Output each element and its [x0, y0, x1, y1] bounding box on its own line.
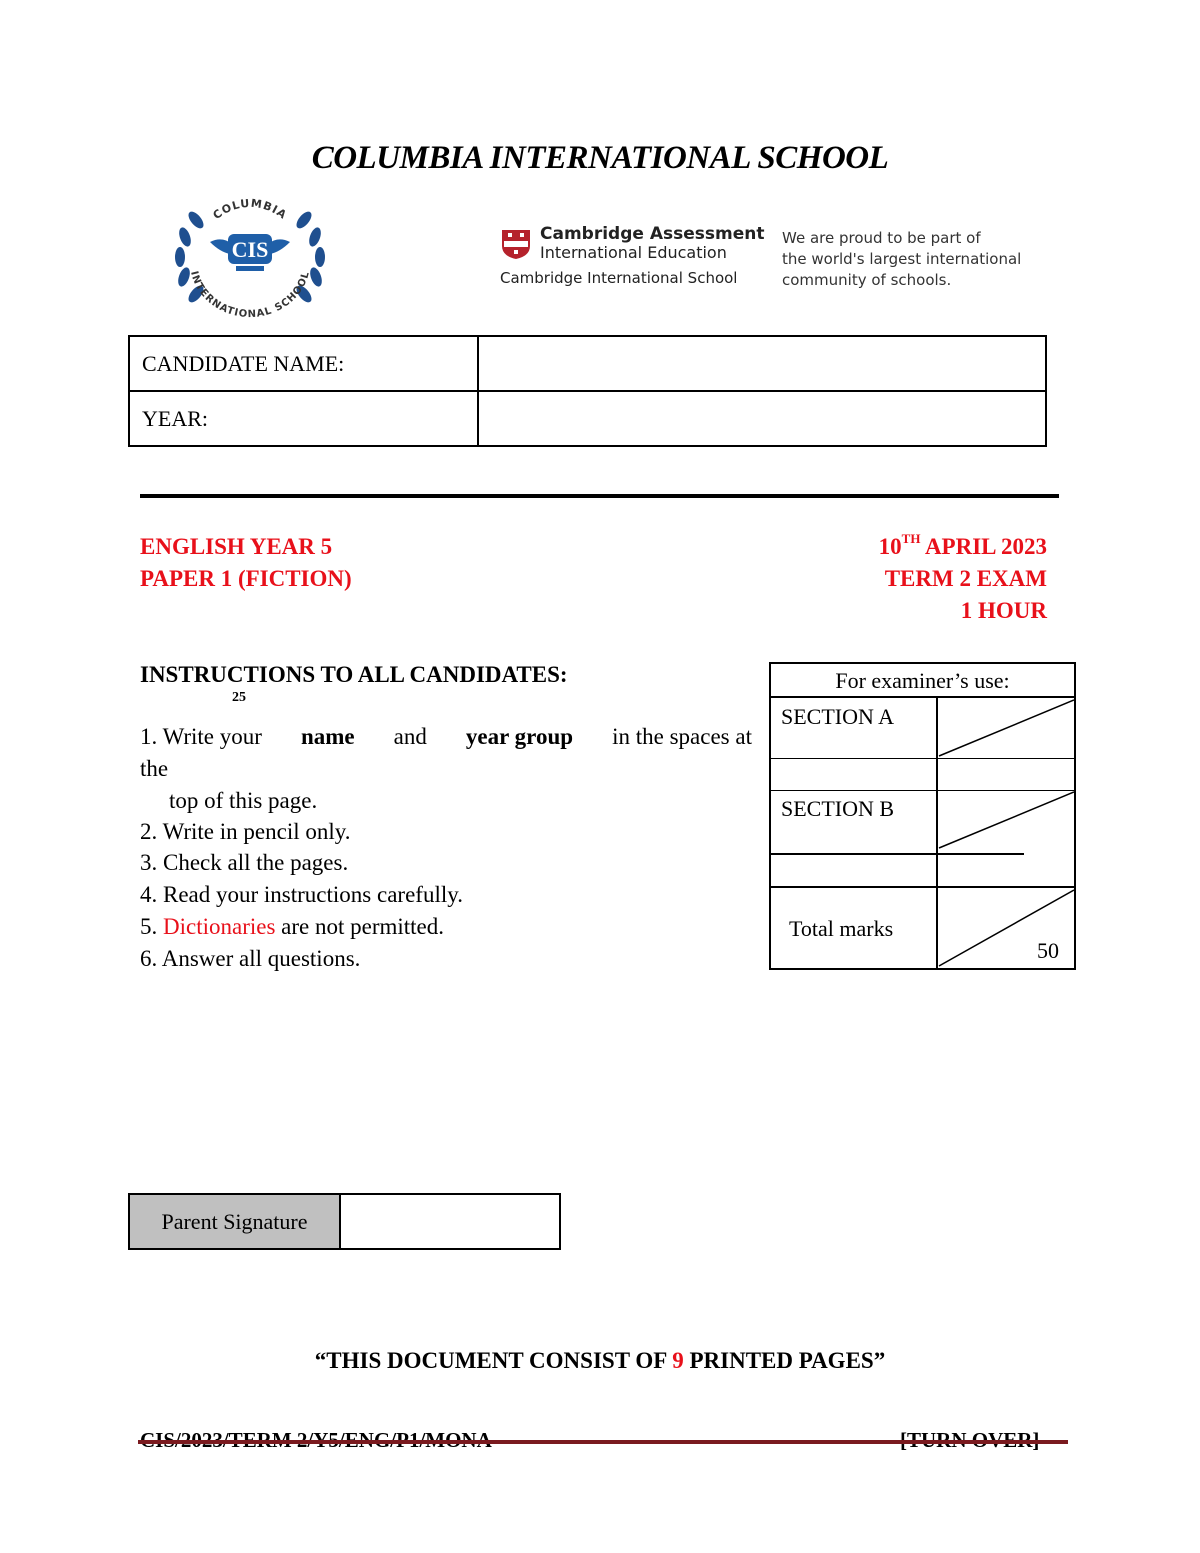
year-field[interactable] — [478, 391, 1046, 446]
cambridge-proud-text: We are proud to be part of the world's largest international community of schools. — [782, 229, 1022, 289]
instruction-item-6: 6. Answer all questions. — [140, 946, 361, 971]
parent-signature-field[interactable] — [341, 1195, 559, 1248]
subject-title: ENGLISH YEAR 5 — [140, 534, 333, 559]
cis-logo — [170, 192, 330, 322]
instruction-item-3: 3. Check all the pages. — [140, 850, 349, 875]
stray-mark: 25 — [232, 690, 246, 705]
cambridge-shield-icon — [500, 228, 532, 260]
parent-signature-label: Parent Signature — [130, 1195, 341, 1248]
footer-strike-line — [138, 1440, 1068, 1444]
candidate-name-row — [129, 336, 1046, 391]
year-label: YEAR: — [129, 391, 478, 446]
cambridge-title: Cambridge Assessment — [540, 224, 765, 244]
svg-text:INTERNATIONAL SCHOOL: INTERNATIONAL SCHOOL — [188, 269, 313, 321]
paper-title: PAPER 1 (FICTION) — [140, 566, 352, 591]
section-b-label: SECTION B — [781, 796, 895, 821]
instructions-title: INSTRUCTIONS TO ALL CANDIDATES: — [140, 662, 568, 687]
instruction-item-4: 4. Read your instructions carefully. — [140, 882, 463, 907]
exam-term: TERM 2 EXAM — [884, 566, 1047, 591]
section-a-label: SECTION A — [781, 704, 895, 729]
year-row — [129, 391, 1046, 446]
candidate-name-label: CANDIDATE NAME: — [129, 336, 478, 391]
school-title: COLUMBIA INTERNATIONAL SCHOOL — [311, 140, 889, 176]
diagonal-marks — [937, 698, 1074, 968]
svg-text:COLUMBIA: COLUMBIA — [210, 196, 290, 222]
parent-signature-box — [128, 1193, 561, 1250]
svg-text:CIS: CIS — [231, 237, 269, 262]
header-divider — [140, 494, 1059, 498]
total-marks-label: Total marks — [789, 916, 894, 941]
exam-date: 10TH APRIL 2023 — [878, 531, 1047, 559]
instruction-item-1-wrap: the — [140, 756, 169, 781]
cambridge-subtitle: International Education — [540, 243, 727, 262]
page-count-note: “THIS DOCUMENT CONSIST OF 9 PRINTED PAGES” — [314, 1348, 886, 1373]
instruction-item-1-cont: top of this page. — [169, 788, 318, 813]
candidate-table — [128, 335, 1047, 447]
total-marks-max: 50 — [1037, 938, 1059, 963]
instruction-item-5: 5. Dictionaries are not permitted. — [140, 914, 445, 939]
examiner-header: For examiner’s use: — [835, 668, 1010, 693]
candidate-name-field[interactable] — [478, 336, 1046, 391]
exam-duration: 1 HOUR — [960, 598, 1047, 623]
cambridge-school-label: Cambridge International School — [500, 269, 738, 287]
instruction-item-2: 2. Write in pencil only. — [140, 819, 351, 844]
instruction-item-1: 1. Write your name and year group in the spaces at — [140, 724, 752, 749]
examiner-use-table — [769, 662, 1076, 970]
